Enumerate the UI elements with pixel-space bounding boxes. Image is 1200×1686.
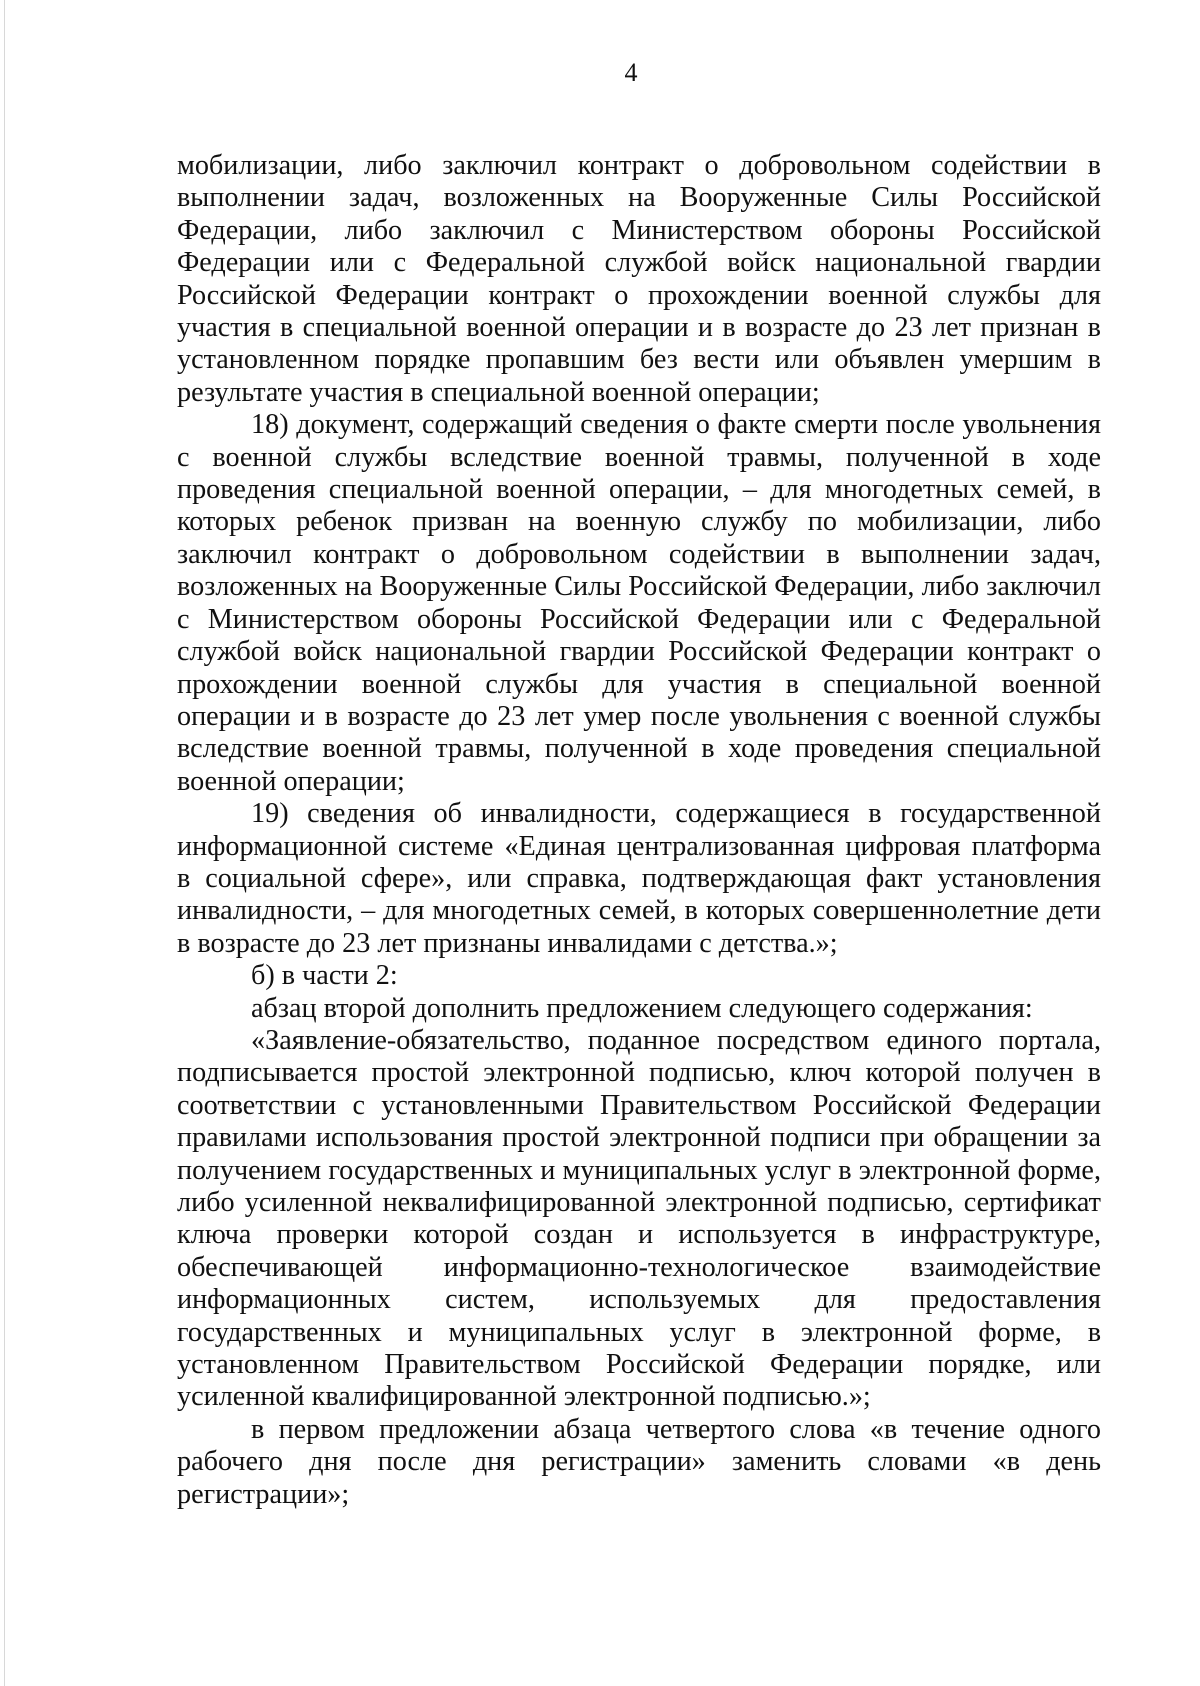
- scan-edge-line: [4, 0, 5, 1686]
- paragraph-second-abzac: абзац второй дополнить предложением следующего содержания:: [251, 992, 1033, 1024]
- paragraph-part-2: б) в части 2:: [251, 960, 398, 992]
- document-body: [177, 150, 1101, 1511]
- paragraph-mobilization-continuation: мобилизации, либо заключил контракт о добровольном содействии в выполнении задач, возложенных на Вооруженные Силы Российской Федерации, либо заключил с Министерством обороны Российской Федерации или с Федеральной службой войск национальной гвардии Российской Федерации контракт о прохождении военной службы для участия в специальной военной операции и в возрасте до 23 лет признан в установленном порядке пропавшим без вести или объявлен умершим в результате участия в специальной военной операции;: [177, 150, 1101, 408]
- paragraph-fourth-abzac: в первом предложении абзаца четвертого слова «в течение одного рабочего дня после дня регистрации» заменить словами «в день регистрации»;: [177, 1413, 1101, 1510]
- paragraph-item-18: 18) документ, содержащий сведения о факте смерти после увольнения с военной службы вследствие военной травмы, полученной в ходе проведения специальной военной операции, – для многодетных семей, в которых ребенок призван на военную службу по мобилизации, либо заключил контракт о добровольном содействии в выполнении задач, возложенных на Вооруженные Силы Российской Федерации, либо заключил с Министерством обороны Российской Федерации или с Федеральной службой войск национальной гвардии Российской Федерации контракт о прохождении военной службы для участия в специальной военной операции и в возрасте до 23 лет умер после увольнения с военной службы вследствие военной травмы, полученной в ходе проведения специальной военной операции;: [177, 409, 1101, 797]
- page-number: 4: [624, 58, 638, 87]
- paragraph-item-19: 19) сведения об инвалидности, содержащиеся в государственной информационной системе «Единая централизованная цифровая платформа в социальной сфере», или справка, подтверждающая факт установления инвалидности, – для многодетных семей, в которых совершеннолетние дети в возрасте до 23 лет признаны инвалидами с детства.»;: [177, 798, 1101, 959]
- paragraph-statement-quote: «Заявление-обязательство, поданное посредством единого портала, подписывается простой электронной подписью, ключ которой получен в соответствии с установленными Правительством Российской Федерации правилами использования простой электронной подписи при обращении за получением государственных и муниципальных услуг в электронной форме, либо усиленной неквалифицированной электронной подписью, сертификат ключа проверки которой создан и используется в инфраструктуре, обеспечивающей информационно-технологическое взаимодействие информационных систем, используемых для предоставления государственных и муниципальных услуг в электронной форме, в установленном Правительством Российской Федерации порядке, или усиленной квалифицированной электронной подписью.»;: [177, 1024, 1101, 1413]
